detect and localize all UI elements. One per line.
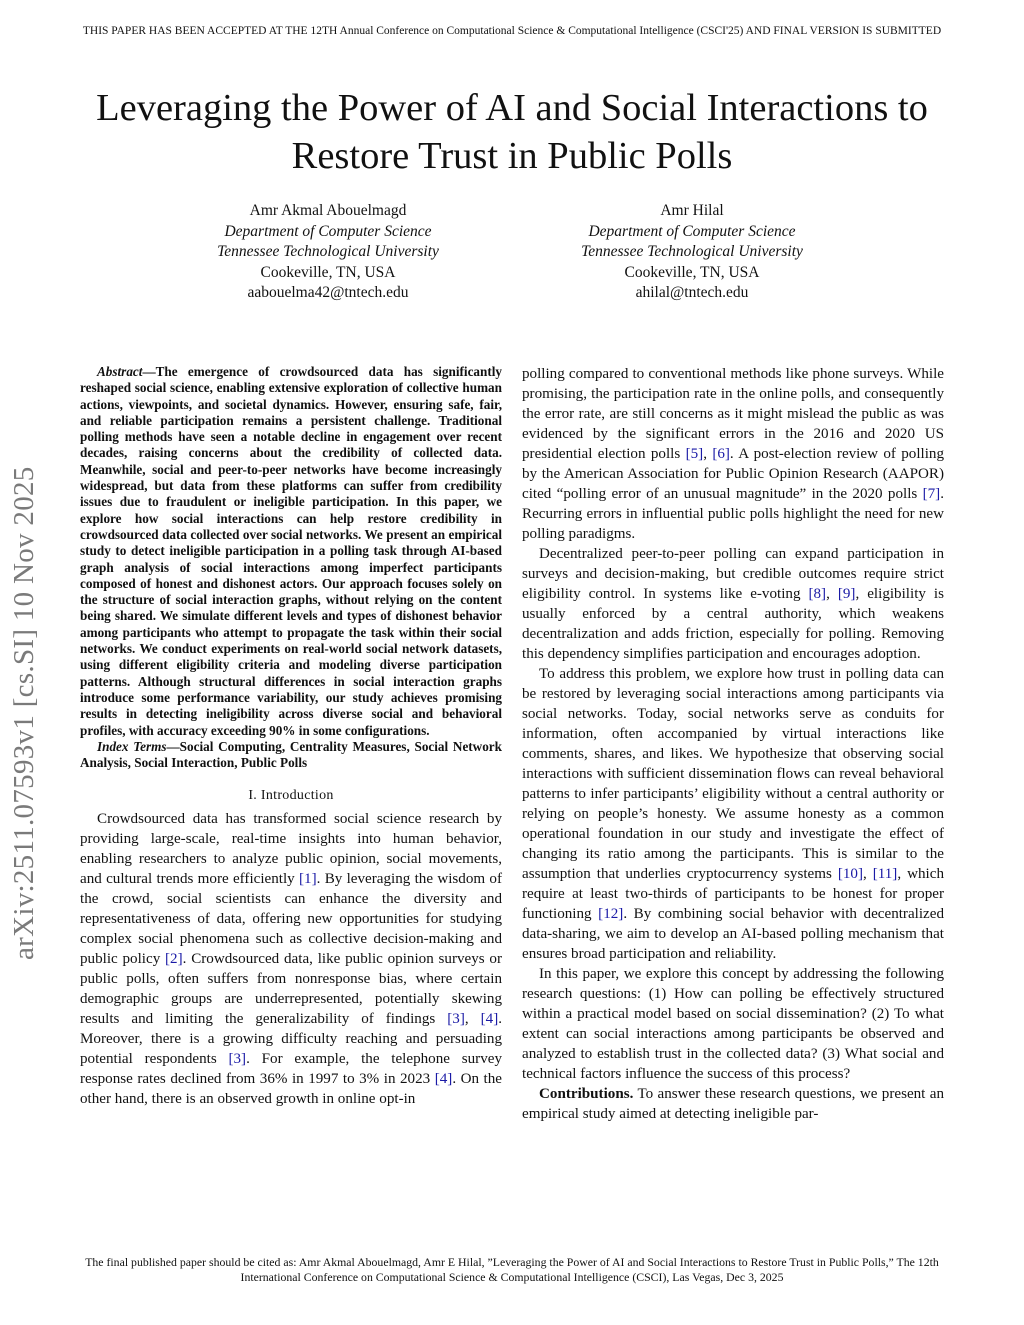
arxiv-identifier-stamp: arXiv:2511.07593v1 [cs.SI] 10 Nov 2025 xyxy=(8,466,40,960)
section-heading-introduction: I. Introduction xyxy=(248,788,334,804)
notice-text-2: AND FINAL VERSION IS SUBMITTED xyxy=(743,25,942,37)
abstract xyxy=(80,364,502,739)
paragraph-text: , which require at least two-thirds of participants to be honest for proper functioning xyxy=(522,866,944,922)
citation-footer: The final published paper should be cited as: Amr Akmal Abouelmagd, Amr E Hilal, ”Leveraging the Power of AI and Social Interactions to Restore Trust in Public Polls,” The 12th International Conference on Computational Science & Computational Intelligence (CSCI), Las Vegas, Dec 3, 2025 xyxy=(85,1255,939,1284)
citation-link[interactable]: [1] xyxy=(299,871,317,888)
left-column xyxy=(80,364,502,1109)
author-location: Cookeville, TN, USA xyxy=(624,263,760,281)
citation-link[interactable]: [3] xyxy=(228,1051,247,1068)
index-terms-text: —Social Computing, Centrality Measures, Social Network Analysis, Social Interaction, Public Polls xyxy=(80,738,502,771)
author-department: Department of Computer Science xyxy=(224,222,432,240)
paragraph-text: , xyxy=(464,1011,481,1028)
paragraph-text: To answer these research questions, we present an empirical study aimed at detecting ineligible par- xyxy=(522,1086,944,1122)
author-name: Amr Hilal xyxy=(660,202,724,219)
author-name: Amr Akmal Abouelmagd xyxy=(249,202,407,219)
author-university: Tennessee Technological University xyxy=(217,243,439,261)
paragraph-text: , xyxy=(703,446,713,462)
notice-text-1: THIS PAPER HAS BEEN ACCEPTED AT THE 12TH xyxy=(82,25,340,37)
citation-link[interactable]: [7] xyxy=(922,486,941,502)
acceptance-notice xyxy=(60,24,964,38)
author-email: ahilal@tntech.edu xyxy=(635,284,749,302)
paper-title: Leveraging the Power of AI and Social Interactions to Restore Trust in Public Polls xyxy=(96,87,928,177)
contributions-lead-in: Contributions. xyxy=(539,1086,634,1102)
intro-paragraph-4: In this paper, we explore this concept by addressing the following research questions: (1) How can polling be effectively structured within a practical model based on social dissemination? (2) To what extent can social interactions among participants be observed and analyzed to establish trust in the collected data? (3) What social and technical factors influence the success of this process? xyxy=(522,966,944,1082)
citation-link[interactable]: [9] xyxy=(837,586,856,602)
intro-paragraph-1 xyxy=(80,809,502,1109)
author-department: Department of Computer Science xyxy=(588,222,796,240)
abstract-label: Abstract xyxy=(97,364,143,379)
intro-paragraph-5 xyxy=(522,1084,944,1124)
author-email: aabouelma42@tntech.edu xyxy=(247,284,409,302)
intro-paragraph-3 xyxy=(522,664,944,964)
paragraph-text: . Recurring errors in influential public polls highlight the need for new polling paradigms. xyxy=(522,486,944,542)
author-block-1 xyxy=(148,201,508,304)
paragraph-text: Crowdsourced data has transformed social science research by providing large-scale, real-time insights into human behavior, enabling researchers to analyze public opinion, social movements, and cultural trends more efficiently xyxy=(80,811,502,888)
right-column xyxy=(522,364,944,1124)
author-university: Tennessee Technological University xyxy=(581,243,803,261)
citation-link[interactable]: [2] xyxy=(165,951,183,968)
abstract-text: —The emergence of crowdsourced data has significantly reshaped social science, enabling extensive exploration of collective human actions, viewpoints, and societal dynamics. However, ensuring safe, fair, and reliable participation remains a persistent challenge. Traditional polling methods have seen a notable decline in engagement over recent decades, raising concerns about the credibility of collected data. Meanwhile, social and peer-to-peer networks have become increasingly widespread, but data from these platforms can suffer from credibility issues due to fraudulent or ineligible participation. In this paper, we explore how social interactions can help restore credibility in crowdsourced data collected over social networks. We present an empirical study to detect ineligible participation in a polling task through AI-based graph analysis of social interactions among imperfect participants composed of honest and dishonest actors. Our approach focuses solely on the structure of social interaction graphs, without relying on the content being shared. We simulate different levels and types of dishonest behavior among participants who attempt to propagate the task within their social networks. We conduct experiments on real-world social network datasets, using different eligibility criteria and modeling diverse participation patterns. Although structural differences in social interaction graphs introduce some performance variability, our study achieves promising results in detecting ineligibility across diverse social and behavioral profiles, with accuracy exceeding 90% in some configurations. xyxy=(80,364,502,738)
notice-conference: Annual Conference on Computational Science & Computational Intelligence (CSCI'25) xyxy=(339,25,744,37)
index-terms xyxy=(80,739,502,772)
citation-link[interactable]: [12] xyxy=(598,906,624,922)
paragraph-text: , xyxy=(862,866,873,882)
paragraph-text: , xyxy=(826,586,838,602)
paragraph-text: To address this problem, we explore how trust in polling data can be restored by leveraging social interactions among participants via social networks. Today, social networks serve as conduits for information, often accompanied by virtual interactions like comments, shares, and likes. We hypothesize that observing social interactions with sufficient dissemination flows can reveal behavioral patterns to infer participants’ eligibility without a central authority or relying on people’s honesty. We assume honesty as a common operational foundation in our study and investigate the effect of changing its ratio among the participants. This is similar to the assumption that underlies cryptocurrency systems xyxy=(522,666,944,882)
citation-link[interactable]: [3] xyxy=(447,1011,465,1028)
paragraph-text: . Crowdsourced data, like public opinion surveys or public polls, often suffers from nonresponse bias, where certain demographic groups are underrepresented, potentially skewing results and limiting the generalizability of findings xyxy=(80,951,502,1028)
paragraph-text: , eligibility is usually enforced by a central authority, which weakens decentralization and adds friction, especially for polling. Removing this dependency simplifies participation and encourages adoption. xyxy=(522,586,944,662)
paragraph-text: . On the other hand, there is an observed growth in online opt-in xyxy=(80,1071,502,1108)
citation-link[interactable]: [11] xyxy=(872,866,898,882)
paragraph-text: . A post-election review of polling by the American Association for Public Opinion Research (AAPOR) cited “polling error of an unusual magnitude” in the 2020 polls xyxy=(522,446,945,502)
citation-link[interactable]: [5] xyxy=(685,446,704,462)
citation-link[interactable]: [8] xyxy=(808,586,827,602)
author-location: Cookeville, TN, USA xyxy=(260,263,396,281)
intro-paragraph-2 xyxy=(522,544,944,664)
paragraph-text: polling compared to conventional methods like phone surveys. While promising, the participation rate in the online polls, and consequently the error rate, are still concerns as it might mislead the public as was evidenced by the significant errors in the 2016 and 2020 US presidential election polls xyxy=(522,366,944,462)
intro-paragraph-1-continued xyxy=(522,364,944,544)
citation-link[interactable]: [10] xyxy=(837,866,863,882)
paragraph-text: . Moreover, there is a growing difficulty reaching and persuading potential respondents xyxy=(80,1011,503,1068)
citation-link[interactable]: [6] xyxy=(712,446,730,462)
paragraph-text: . By leveraging the wisdom of the crowd, social scientists can enhance the diversity and representativeness of data, offering new opportunities for studying complex social phenomena such as collective decision-making and public policy xyxy=(80,871,502,968)
paragraph-text: . For example, the telephone survey response rates declined from 36% in 1997 to 3% in 2023 xyxy=(80,1051,502,1088)
citation-link[interactable]: [4] xyxy=(480,1011,499,1028)
paragraph-text: Decentralized peer-to-peer polling can expand participation in surveys and decision-making, but credible outcomes require strict eligibility control. In systems like e-voting xyxy=(522,546,944,602)
author-block-2 xyxy=(512,201,872,304)
index-terms-label: Index Terms xyxy=(97,738,167,754)
paragraph-text: . By combining social behavior with decentralized data-sharing, we aim to develop an AI-based polling mechanism that ensures broad participation and reliability. xyxy=(522,906,944,962)
citation-link[interactable]: [4] xyxy=(434,1071,453,1088)
